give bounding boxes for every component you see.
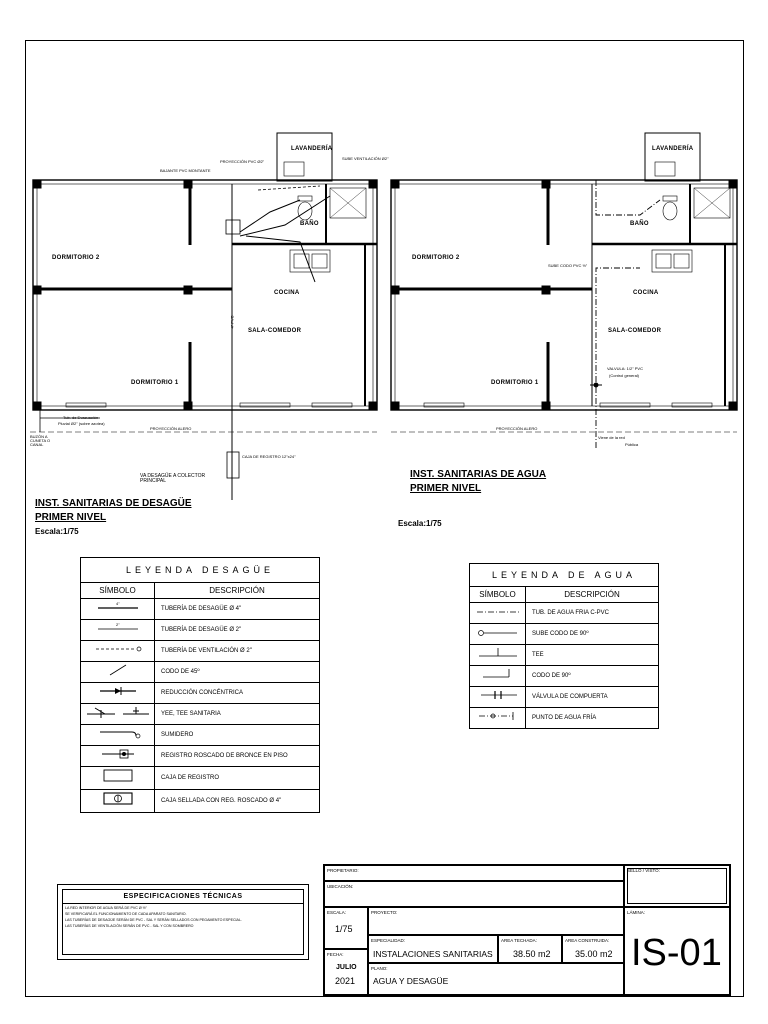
note-sube-ventilacion: SUBE VENTILACIÓN Ø2" [342, 156, 389, 161]
legend-agua-row: TEE [526, 645, 659, 666]
rising-elbow-icon [470, 624, 526, 645]
legend-agua-row: SUBE CODO DE 90º [526, 624, 659, 645]
room-bano: BAÑO [300, 221, 319, 227]
tb-especialidad-value: INSTALACIONES SANITARIAS [373, 949, 493, 959]
note-proyeccion: PROYECCIÓN PVC Ø2" [220, 159, 265, 164]
pipe-2-icon [81, 620, 155, 641]
tb-plano: PLANO: AGUA Y DESAGÜE [368, 963, 624, 995]
plan-desague-scale: Escala:1/75 [35, 527, 79, 536]
registry-box-icon [81, 767, 155, 790]
legend-desague-row: SUMIDERO [155, 725, 320, 746]
tb-area-construida: AREA CONSTRUIDA: 35.00 m2 [562, 935, 624, 963]
specs-line: LA RED INTERIOR DE AGUA SERÁ DE PVC Ø ½" [65, 906, 147, 910]
specs-box [57, 884, 309, 960]
tee-icon [470, 645, 526, 666]
note-tubo-pluvial: Pluvial Ø2" (sobre azotea) [58, 421, 105, 426]
tb-proyecto: PROYECTO: [368, 907, 624, 935]
plan-desague-title: INST. SANITARIAS DE DESAGÜE [35, 498, 192, 509]
plan-agua-walls [391, 133, 737, 448]
sealed-box-icon [81, 790, 155, 813]
legend-agua-row: VÁLVULA DE COMPUERTA [526, 687, 659, 708]
legend-desague-row: TUBERÍA DE DESAGÜE Ø 2" [155, 620, 320, 641]
concentric-reducer-icon [81, 683, 155, 704]
note-sube-codo: SUBE CODO PVC ½" [548, 263, 588, 268]
legend-desague-row: REDUCCIÓN CONCÉNTRICA [155, 683, 320, 704]
note-proyeccion-alero-agua: PROYECCIÓN ALERO [496, 426, 538, 431]
specs-line: LAS TUBERÍAS DE DESAGÜE SERÁN DE PVC - SAL Y SERÁN SELLADOS CON PEGAMENTO ESPECIAL. [65, 918, 242, 922]
legend-desague-col-symbol: SÍMBOLO [81, 583, 155, 599]
note-viene-red: Viene de la red [598, 435, 625, 440]
tb-especialidad: ESPECIALIDAD: INSTALACIONES SANITARIAS [368, 935, 498, 963]
note-valvula: VALVULA: 1/2" PVC [607, 366, 643, 371]
note-control-general: (Control general) [609, 373, 640, 378]
note-buzon: BUZÓN A CUNETA O CANAL [30, 434, 51, 447]
legend-desague-row: CAJA SELLADA CON REG. ROSCADO Ø 4" [155, 790, 320, 813]
tb-lamina-value: IS-01 [631, 932, 722, 974]
specs-title: ESPECIFICACIONES TÉCNICAS [63, 890, 303, 904]
legend-desague-row: YEE, TEE SANITARIA [155, 704, 320, 725]
legend-desague-row: CODO DE 45º [155, 662, 320, 683]
legend-agua-row: PUNTO DE AGUA FRÍA [526, 708, 659, 729]
note-tubo-evacuacion: Tub. de Evacuación [63, 415, 99, 420]
tb-area-techada-value: 38.50 m2 [513, 949, 551, 959]
room-lavanderia-agua: LAVANDERÍA [652, 146, 694, 152]
plan-agua-scale: Escala:1/75 [398, 519, 442, 528]
room-sala-comedor: SALA-COMEDOR [248, 328, 302, 334]
vent-pipe-icon [81, 641, 155, 662]
room-dormitorio-2: DORMITORIO 2 [52, 255, 100, 261]
note-proyeccion-alero: PROYECCIÓN ALERO [150, 426, 192, 431]
legend-desague-row: TUBERÍA DE DESAGÜE Ø 4" [155, 599, 320, 620]
room-cocina: COCINA [274, 290, 300, 296]
tb-propietario: PROPIETARIO: [324, 865, 624, 881]
room-sala-comedor-agua: SALA-COMEDOR [608, 328, 662, 334]
tb-area-techada: AREA TECHADA: 38.50 m2 [498, 935, 562, 963]
elbow-45-icon [81, 662, 155, 683]
plan-agua-title: INST. SANITARIAS DE AGUA [410, 469, 547, 480]
plan-agua-subtitle: PRIMER NIVEL [410, 483, 482, 494]
plan-desague-walls [30, 133, 377, 500]
room-dormitorio-1: DORMITORIO 1 [131, 380, 179, 386]
sanitary-tee-icon [81, 704, 155, 725]
room-dormitorio-2-agua: DORMITORIO 2 [412, 255, 460, 261]
legend-agua [469, 563, 659, 729]
pipe-4-icon [81, 599, 155, 620]
tb-ubicacion: UBICACIÓN: [324, 881, 624, 907]
legend-desague-row: REGISTRO ROSCADO DE BRONCE EN PISO [155, 746, 320, 767]
tb-fecha-mes: JULIO [336, 964, 357, 971]
note-pipe-4: 4" PVC [229, 315, 235, 329]
svg-text:2": 2" [115, 622, 120, 627]
tb-plano-value: AGUA Y DESAGÜE [373, 976, 449, 986]
floor-drain-icon [81, 725, 155, 746]
cold-water-point-icon [470, 708, 526, 729]
legend-desague-row: CAJA DE REGISTRO [155, 767, 320, 790]
tb-area-construida-value: 35.00 m2 [575, 949, 613, 959]
legend-agua-row: TUB. DE AGUA FRIA C-PVC [526, 603, 659, 624]
plan-desague-subtitle: PRIMER NIVEL [35, 512, 107, 523]
note-caja-registro: CAJA DE REGISTRO 12"x24" [242, 454, 296, 459]
room-dormitorio-1-agua: DORMITORIO 1 [491, 380, 539, 386]
tb-lamina: LÁMINA: IS-01 [624, 907, 730, 995]
note-publica: Pública [625, 442, 639, 447]
legend-desague-col-desc: DESCRIPCIÓN [155, 583, 320, 599]
tb-escala-value: 1/75 [335, 924, 353, 934]
legend-desague-title: LEYENDA DESAGÜE [81, 558, 320, 583]
elbow-90-icon [470, 666, 526, 687]
gate-valve-icon [470, 687, 526, 708]
tb-fecha-anio: 2021 [335, 976, 356, 986]
legend-agua-title: LEYENDA DE AGUA [470, 564, 659, 587]
title-block [323, 864, 731, 996]
note-va-colector: VA DESAGÜE A COLECTOR PRINCIPAL [140, 473, 206, 484]
legend-agua-row: CODO DE 90º [526, 666, 659, 687]
cleanout-icon [81, 746, 155, 767]
tb-escala: ESCALA: 1/75 [324, 907, 368, 949]
svg-text:4": 4" [115, 601, 120, 606]
room-bano-agua: BAÑO [630, 221, 649, 227]
room-cocina-agua: COCINA [633, 290, 659, 296]
room-lavanderia: LAVANDERÍA [291, 146, 333, 152]
specs-line: SE VERIFICARÁ EL FUNCIONAMIENTO DE CADA APARATO SANITARIO. [65, 912, 187, 916]
legend-agua-col-desc: DESCRIPCIÓN [526, 587, 659, 603]
note-bajante: BAJANTE PVC MONTANTE [160, 168, 211, 173]
legend-agua-col-symbol: SÍMBOLO [470, 587, 526, 603]
tb-sello: SELLO / VISTO: [624, 865, 730, 907]
legend-desague-row: TUBERÍA DE VENTILACIÓN Ø 2" [155, 641, 320, 662]
specs-line: LAS TUBERÍAS DE VENTILACIÓN SERÁN DE PVC - SAL Y CON SOMBRERO [65, 924, 194, 928]
tb-fecha: FECHA: JULIO 2021 [324, 949, 368, 995]
legend-desague [80, 557, 320, 813]
cold-water-pipe-icon [470, 603, 526, 624]
